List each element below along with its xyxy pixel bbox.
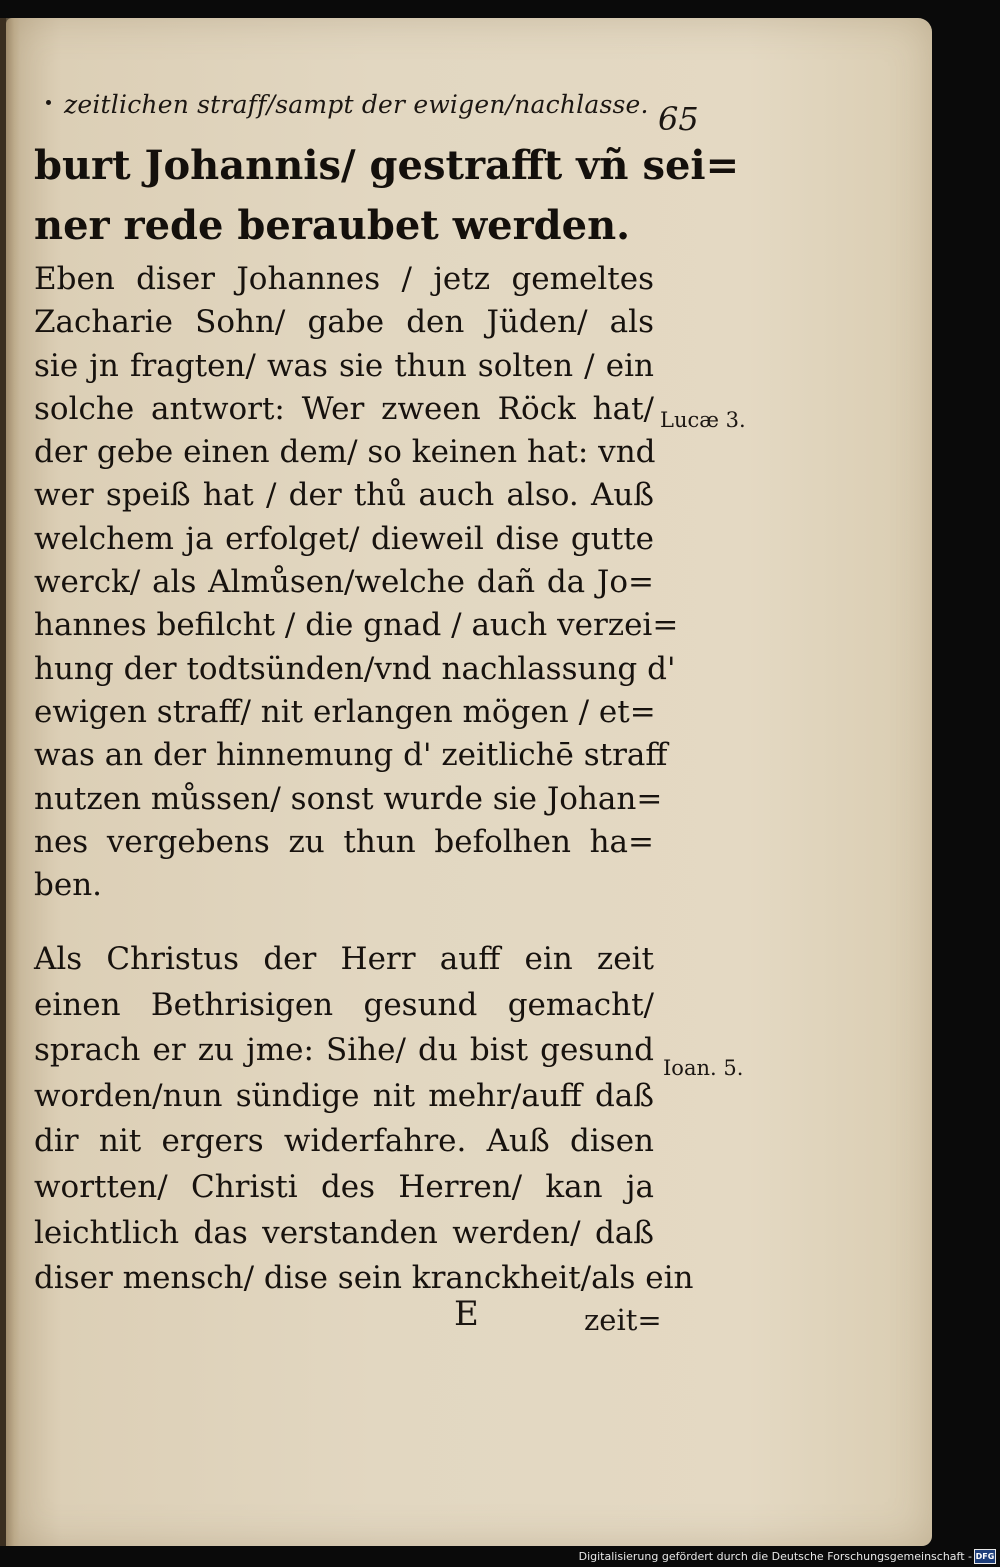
credit-text: Digitalisierung gefördert durch die Deutsche Forschungsgemeinschaft -: [578, 1550, 972, 1563]
text-line: nutzen můssen/ sonst wurde sie Johan=: [34, 780, 663, 817]
text-line: hannes befilcht / die gnad / auch verzei=: [34, 607, 679, 644]
text-line: werck/ als Almůsen/welche dañ da Jo=: [34, 564, 654, 601]
text-line: nes vergebens zu thun befolhen ha=: [34, 823, 654, 860]
paragraph-1: [34, 258, 679, 907]
text-line: sie jn fragten/ was sie thun solten / ein: [34, 347, 654, 384]
text-line: welchem ja erfolget/ dieweil dise gutte: [34, 520, 654, 557]
text-line: ewigen straff/ nit erlangen mögen / et=: [34, 693, 656, 730]
header-dot-mark: [46, 100, 51, 105]
margin-note-ioan: Ioan. 5.: [663, 1056, 744, 1080]
text-line: einen Bethrisigen gesund gemacht/: [34, 986, 654, 1023]
text-line: diser mensch/ dise sein kranckheit/als ein: [34, 1260, 694, 1297]
margin-note-lucae: Lucæ 3.: [660, 408, 746, 432]
paragraph-2: [34, 937, 694, 1302]
text-line: hung der todtsünden/vnd nachlassung d': [34, 650, 676, 687]
text-line: Als Christus der Herr auff ein zeit: [34, 941, 654, 977]
running-header: zeitlichen straff/sampt der ewigen/nachlasse.: [64, 90, 649, 119]
text-line: ben.: [34, 867, 103, 904]
text-line: worden/nun sündige nit mehr/auff daß: [34, 1077, 654, 1114]
text-line: sprach er zu jme: Sihe/ du bist gesund: [34, 1032, 654, 1069]
text-line: der gebe einen dem/ so keinen hat: vnd: [34, 434, 656, 471]
text-line: Eben diser Johannes / jetz gemeltes: [34, 261, 654, 297]
text-line: Zacharie Sohn/ gabe den Jüden/ als: [34, 304, 654, 341]
text-line: solche antwort: Wer zween Röck hat/: [34, 390, 654, 427]
signature-mark: E: [454, 1294, 479, 1334]
digitization-credit: [579, 1550, 972, 1563]
title-line: ner rede beraubet werden.: [34, 202, 631, 249]
section-title: [34, 136, 740, 256]
catchword: zeit=: [584, 1303, 662, 1337]
page-number: 65: [658, 100, 699, 138]
text-line: leichtlich das verstanden werden/ daß: [34, 1214, 654, 1251]
dfg-logo: DFG: [974, 1549, 996, 1564]
text-line: wortten/ Christi des Herren/ kan ja: [34, 1168, 654, 1205]
text-line: was an der hinnemung d' zeitlichē straff: [34, 737, 668, 774]
text-line: wer speiß hat / der thů auch also. Auß: [34, 477, 654, 514]
title-line: burt Johannis/ gestrafft vñ sei=: [34, 142, 740, 189]
text-line: dir nit ergers widerfahre. Auß disen: [34, 1123, 654, 1160]
book-page: [6, 18, 932, 1546]
